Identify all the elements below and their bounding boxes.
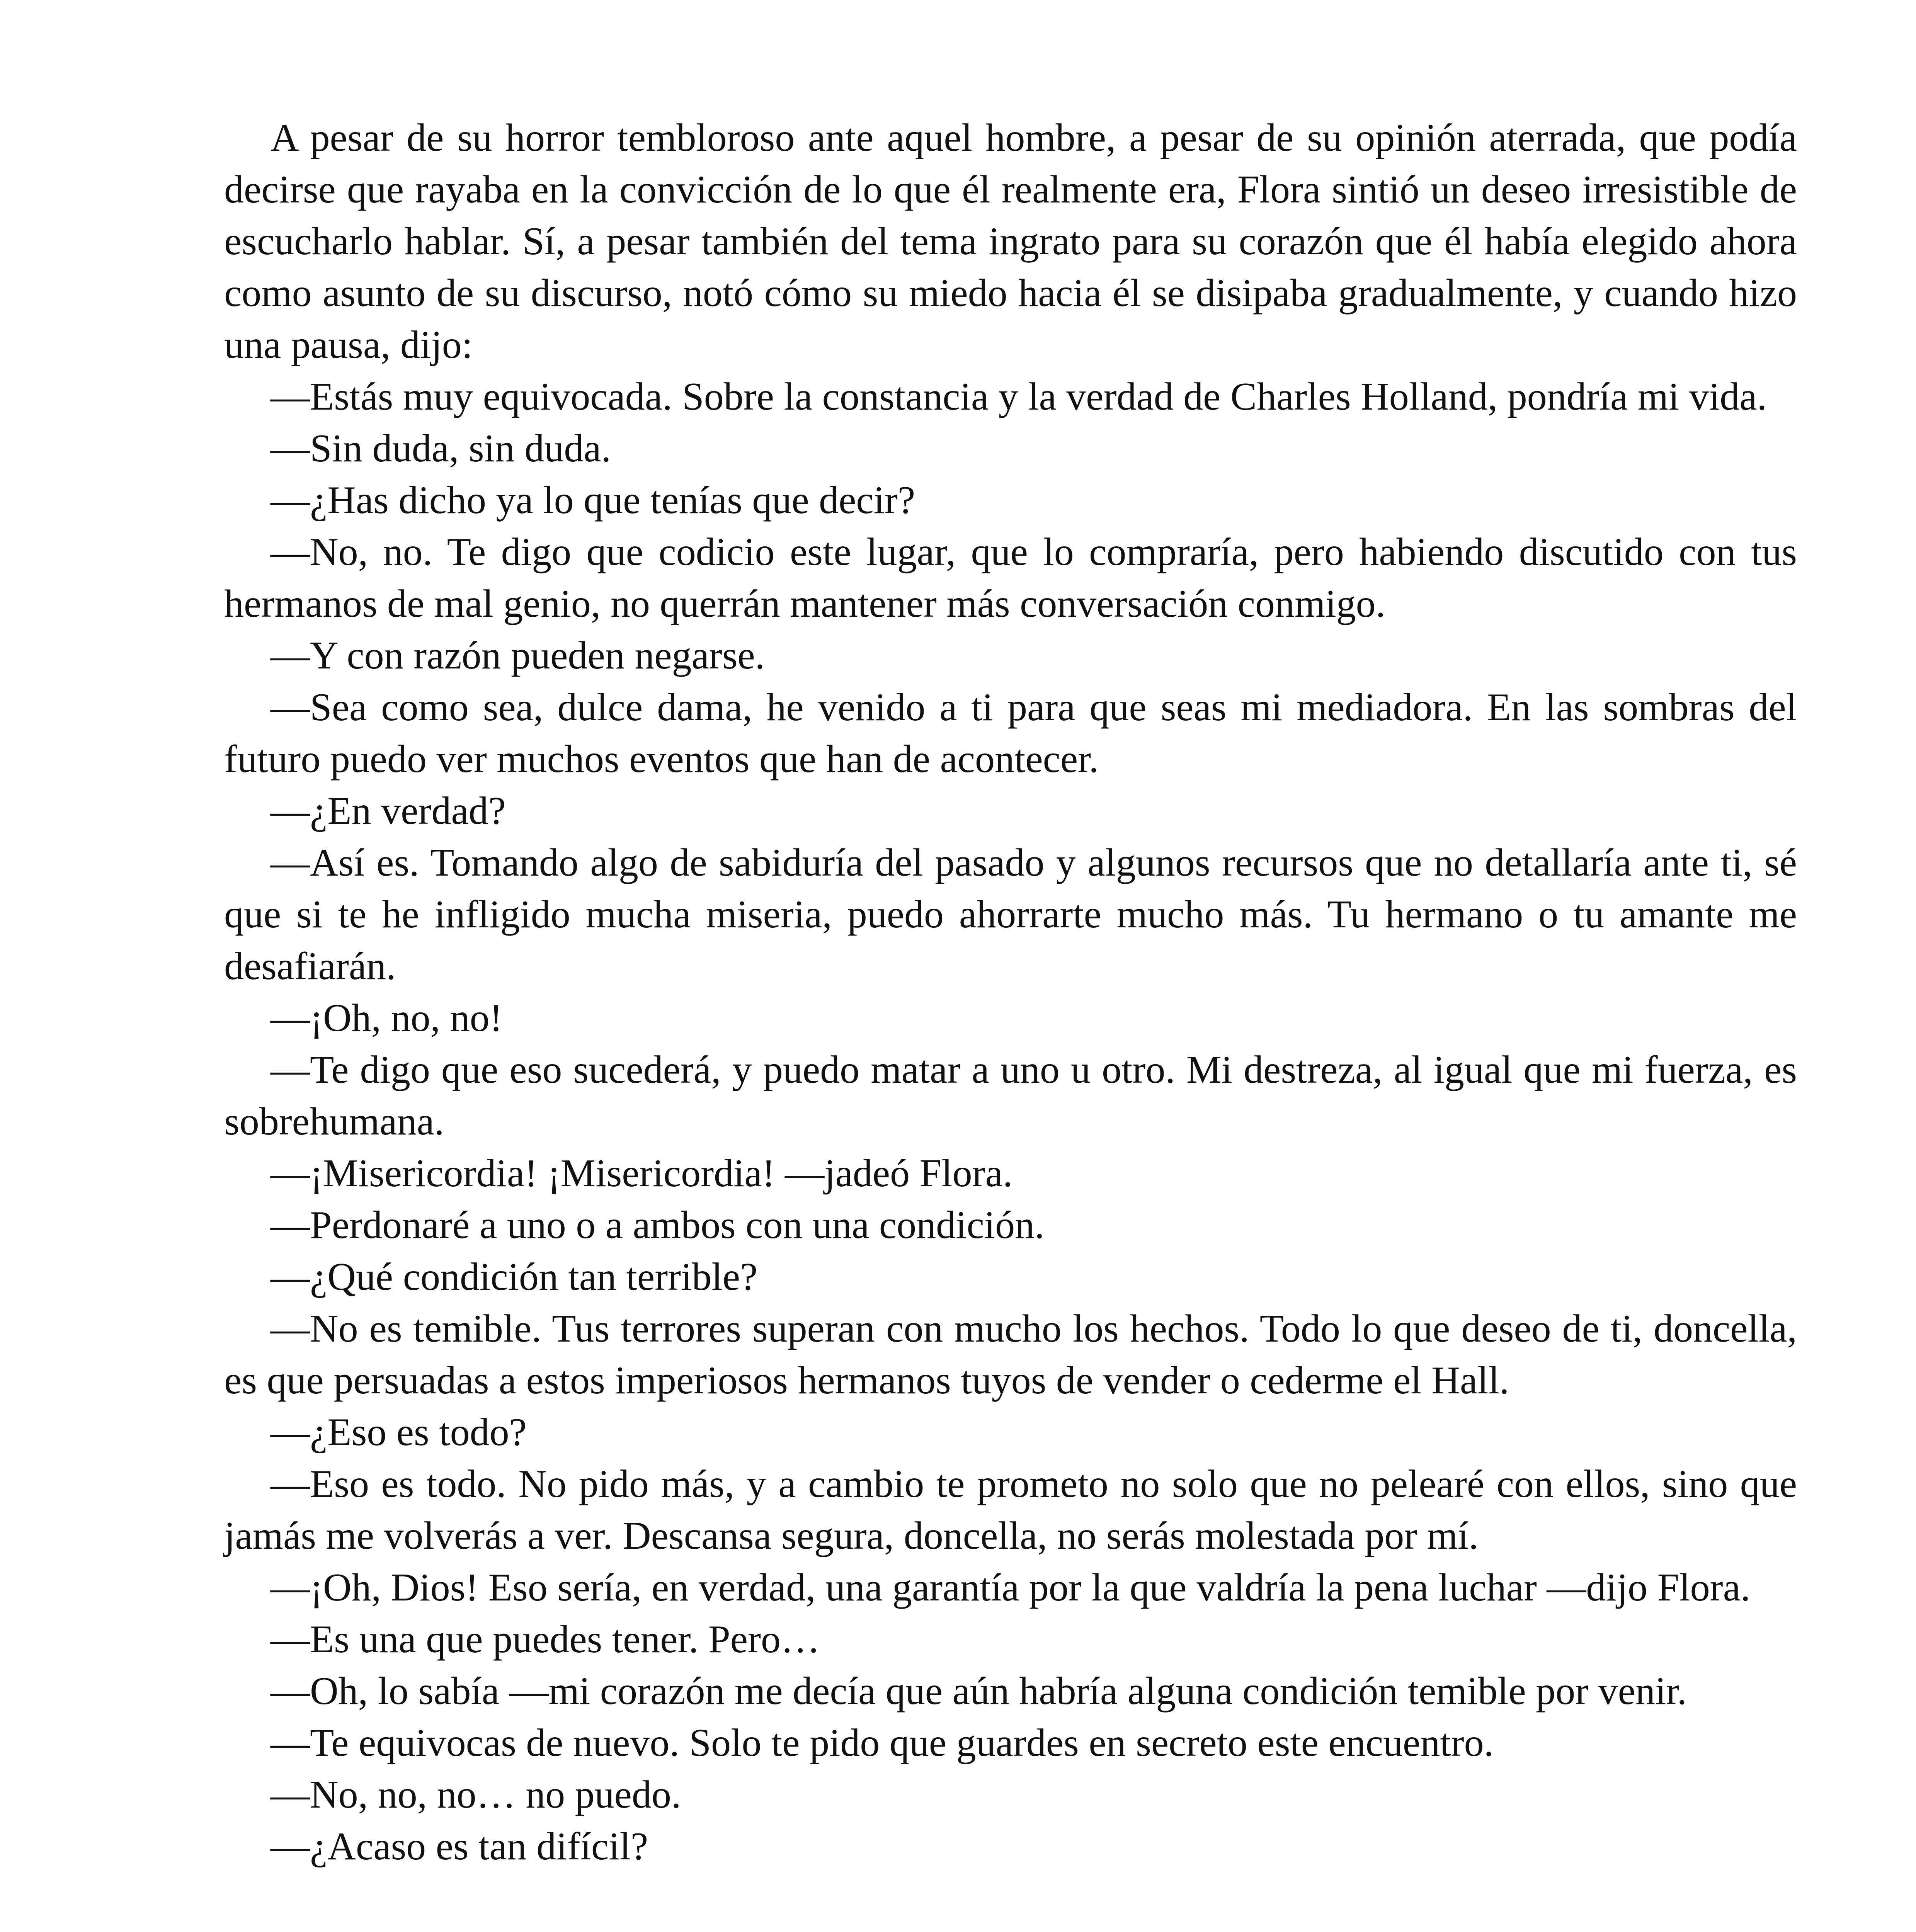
dialogue-line: —¡Oh, no, no!	[271, 996, 503, 1040]
dialogue-line: —Y con razón pueden negarse.	[271, 634, 765, 677]
dialogue-line: —¡Oh, Dios! Eso sería, en verdad, una garantía por la que valdría la pena luchar —dijo Flora.	[271, 1566, 1751, 1609]
dialogue-line: —Estás muy equivocada. Sobre la constancia y la verdad de Charles Holland, pondría mi vida.	[271, 375, 1767, 418]
dialogue-line: —¿Eso es todo?	[271, 1410, 527, 1454]
dialogue-line: —No, no, no… no puedo.	[271, 1773, 681, 1816]
dialogue-line: —¡Misericordia! ¡Misericordia! —jadeó Flora.	[271, 1151, 1013, 1195]
dialogue-line: —Oh, lo sabía —mi corazón me decía que aún habría alguna condición temible por venir.	[271, 1669, 1687, 1713]
dialogue-line: —Te equivocas de nuevo. Solo te pido que guardes en secreto este encuentro.	[271, 1721, 1494, 1765]
dialogue-line: —Te digo que eso sucederá, y puedo matar a uno u otro. Mi destreza, al igual que mi fuerza, es sobrehumana.	[224, 1048, 1797, 1143]
dialogue-line: —Es una que puedes tener. Pero…	[271, 1617, 820, 1661]
dialogue-line: —Así es. Tomando algo de sabiduría del pasado y algunos recursos que no detallaría ante ti, sé que si te he infligido mucha miseria, puedo ahorrarte mucho más. Tu hermano o tu amante me desafiarán.	[224, 841, 1797, 988]
dialogue-line: —Eso es todo. No pido más, y a cambio te prometo no solo que no pelearé con ellos, sino que jamás me volverás a ver. Descansa segura, doncella, no serás molestada por mí.	[224, 1462, 1797, 1558]
dialogue-line: —Perdonaré a uno o a ambos con una condición.	[271, 1203, 1045, 1247]
dialogue-line: —¿Acaso es tan difícil?	[271, 1825, 648, 1868]
dialogue-line: —¿Qué condición tan terrible?	[271, 1255, 758, 1299]
main-text	[224, 112, 1797, 1872]
paragraph: A pesar de su horror tembloroso ante aquel hombre, a pesar de su opinión aterrada, que podía decirse que rayaba en la convicción de lo que él realmente era, Flora sintió un deseo irresistible de escucharlo hablar. Sí, a pesar también del tema ingrato para su corazón que él había elegido ahora como asunto de su discurso, notó cómo su miedo hacia él se disipaba gradualmente, y cuando hizo una pausa, dijo:	[224, 116, 1797, 367]
dialogue-line: —Sin duda, sin duda.	[271, 427, 611, 470]
dialogue-line: —No, no. Te digo que codicio este lugar, que lo compraría, pero habiendo discutido con tus hermanos de mal genio, no querrán mantener más conversación conmigo.	[224, 530, 1797, 626]
dialogue-line: —¿En verdad?	[271, 789, 506, 833]
dialogue-line: —¿Has dicho ya lo que tenías que decir?	[271, 478, 915, 522]
dialogue-line: —Sea como sea, dulce dama, he venido a ti para que seas mi mediadora. En las sombras del futuro puedo ver muchos eventos que han de acontecer.	[224, 685, 1797, 781]
dialogue-line: —No es temible. Tus terrores superan con mucho los hechos. Todo lo que deseo de ti, doncella, es que persuadas a estos imperiosos hermanos tuyos de vender o cederme el Hall.	[224, 1307, 1797, 1402]
